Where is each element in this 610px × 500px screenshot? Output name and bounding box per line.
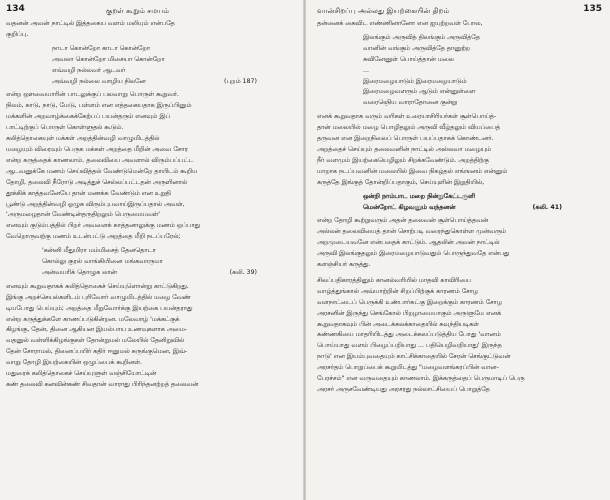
text-line: வதனன் அவன் நாட்டில் இத்தகைய வளம் மலியும் என்பதே xyxy=(6,20,175,27)
text-line: களஞ்சியர் கருத்து. xyxy=(317,261,371,269)
verse-quote xyxy=(317,33,602,109)
paragraph-text xyxy=(6,369,297,391)
paragraph-text xyxy=(317,276,602,396)
text-line: அருவி இலங்குதலும் இரைமழையாடுவதும் பொருந்துவதே என்பது xyxy=(317,250,510,258)
text-line: என்ற கருத்தைக் காணலாம். தலைவியை அவளால் விரும்பப்பட்ட xyxy=(6,156,194,164)
text-line: மாறாக நடப்பவனின் மலையில் இவை நிகழ்தல் எங்ஙனம் என்னும் xyxy=(317,167,508,175)
text-line: தருவன என இறைநிலைப் பொருள் பயப்பதாகக் கொண்டனர். xyxy=(317,135,494,143)
text-line: தான் மலையில் மழை பொழிதலும் அருவி வீழ்தலும் வியப்பைத் xyxy=(317,124,501,132)
left-running-title: குறள் கூறும் சமயம் xyxy=(106,6,170,15)
text-line: தேன் சோராமல், தினைப்பயிர் கதிர் ஈனுமல் சுருங்குமென, இவ்- xyxy=(6,348,188,356)
right-page-number: 135 xyxy=(583,4,602,14)
text-line: அறமுடையவனே என்பதைக் காட்டும். ஆதலின் அவன் நாட்டில் xyxy=(317,239,500,247)
verse-line: ... xyxy=(363,66,370,74)
paragraph xyxy=(317,19,602,30)
left-page-number: 134 xyxy=(6,4,25,14)
paragraph xyxy=(317,112,602,188)
right-page xyxy=(305,0,610,500)
verse-line: ஒன்றி நாம்பாட மறை நின்றுகேட்டருளி xyxy=(363,192,475,200)
text-line: வாழ்த்துங்கால் அவ்யாற்றின் சிறப்பிற்குக் காரணம் சோழ xyxy=(317,287,479,295)
verse-line: நாடா கொன்றோ காடா கொன்றோ xyxy=(52,44,150,52)
verse-citation: (கலி. 41) xyxy=(532,203,562,211)
right-page-body xyxy=(317,19,602,396)
text-line: வதனுல் வள்ளிக்கிழங்குகள் தோன்றுமல் மலேயில் தேனிறுவில் xyxy=(6,337,185,345)
text-line: தூக்கிக் காத்தவனேயே தான் மணக்க வேண்டும் என உறுதி xyxy=(6,189,171,197)
text-line: நீர் வளமும் இயற்கையெழிலும் சிறக்கவேண்டும். அறத்திற்கு xyxy=(317,156,489,164)
left-page-body xyxy=(6,19,297,391)
text-line: அரசனின் இருந்து செங்கோல் பிறழாமையாகும் அருளுமே எனக் xyxy=(317,309,502,317)
verse-line-with-citation xyxy=(363,203,602,214)
text-line: இங்கு அறச்செயல்களிடம் புரிவோர் வாழுமிடத்தில் மழை வேண் xyxy=(6,293,191,301)
paragraph xyxy=(6,19,297,41)
verse-line-with-citation xyxy=(52,77,297,88)
text-line: அல்லன் தலைவியைத் தான் சொற்படி வரைந்துகொள்ள முன்வரும் xyxy=(317,228,506,236)
verse-quote xyxy=(6,246,297,279)
text-line: பொய்யாது வளம் பிழைப்பறியாது ... பதியெழிவறியாது' இருந்த xyxy=(317,342,502,350)
verse-line: கொல்லு குரல் வாங்கியினை மங்கவாருமா xyxy=(42,258,163,266)
text-line: தன்னைக் கைவிட எண்ணினானோ என ஐயுற்றவள் போல, xyxy=(317,20,483,27)
text-line: நாடு' என இயம்புவதையும் காட்சிக்காதையில் சேரன் செங்குட்டுவன் xyxy=(317,353,511,361)
paragraph xyxy=(317,276,602,396)
text-line: எனவும் குடும்பத்தில் பிறர் அவளைக் காத்தனாலுக்கு மணம் ஒப்பாது xyxy=(6,222,201,230)
text-line: அரசர்தம் பொறுப்பைக் கூறுமிடத்து "மழைவளங்கரப்பின் வான- xyxy=(317,364,499,372)
verse-line: அவலா கொன்றோ மிசையா கொன்றோ xyxy=(52,55,165,63)
text-line: கண்ணகியை மாதரியிடத்து அடைக்கலப்படுத்திய போது 'வானம் xyxy=(317,331,501,339)
text-line: என்ற ஔவையாரின் பாடலுக்குப் பலவாறு பொருள் கூறுவர். xyxy=(6,91,179,99)
verse-citation: (புறம் 187) xyxy=(224,77,257,85)
right-running-head xyxy=(317,4,602,19)
text-line: தோழி, தலைவி நீரோடு அடித்துச் செல்லப்பட்டதன் அருளினால் xyxy=(6,178,188,186)
text-line: நிலம், காடு, நாடு, மேடு, பள்ளம் என எத்தகையதாக இருப்பினும் xyxy=(6,102,192,110)
text-line: கண் தலைவி கனவின்கண் சிவதான் வாராது பிரிந்தனற்றத் தலைவன் xyxy=(6,381,199,388)
verse-line: அவ்வழி நல்லை வாழிய நிலனே xyxy=(52,77,146,85)
verse-line: வானின் வங்கும் அருவித்தே தானுற்ற xyxy=(363,44,471,52)
paragraph-text xyxy=(6,19,297,41)
verse-line-with-citation xyxy=(42,268,297,279)
paragraph-text xyxy=(6,134,297,210)
verse-line: இரைமழையாடும் இரைமழையாடும் xyxy=(363,77,467,85)
paragraph-text xyxy=(6,282,297,369)
verse-quote xyxy=(317,192,602,214)
verse-line: அன்வயரிக் தொழுக லான் xyxy=(42,268,117,276)
verse-quote xyxy=(6,44,297,88)
text-line: எனக் கூறுவதாக வரும் வரிகள் உரையாசிரியர்கள் சூள்பொய்த்- xyxy=(317,113,497,121)
text-line: கலித்தொகையுள் மக்கள் அறத்தின்வழி வாழுமிடத்தில் xyxy=(6,135,160,143)
text-line: வளநாட்டைப் பெருக்கி உண்பார்கட்கு இறைக்கும் காரணம் சோழ xyxy=(317,298,502,306)
text-line: என்ற கருத்துக்களே காணப்படுகின்றன. மலேவாழ் 'மக்கட்குக் xyxy=(6,315,180,323)
verse-line: எவ்வழி நல்லவர் ஆடவர் xyxy=(52,66,126,74)
text-line: கூறுவதாகவும் பின் அடைக்கலக்காதையில் சுவுந்தியடிகள் xyxy=(317,320,479,328)
text-line: வேறொருவற்கு மணம் உடன்பட்டு அறத்தை மீறி நடப்பரேல்; xyxy=(6,233,181,241)
paragraph-text xyxy=(317,216,602,271)
paragraph xyxy=(317,216,602,271)
text-line: பேரச்சம்" என வருவதையும் காணலாம். இக்கருத்தைப் பெருமாடிப் பெரு xyxy=(317,375,525,383)
text-line: ஆடவனுக்கே மணம் செய்வித்தல் வேண்டுமென்றே தாயிடம் கூறிய xyxy=(6,167,198,175)
verse-line: மென்றோட் கிழவனும் வந்தனன் xyxy=(363,203,456,211)
text-line: குறிப்பு. xyxy=(6,30,29,38)
text-line: அறத்தைச் செய்யும் தலைவனின் நாட்டில் அல்லவா மழையும் xyxy=(317,145,492,153)
text-line: கருத்தே இங்குத் தோன்றிப்பதாகும், செய்யுளின் இறுதியில், xyxy=(317,178,485,186)
text-line: மக்களின் அறவாழ்க்கைக்கேற்பப் பயன்தரும் எனவும் இப் xyxy=(6,113,171,121)
paragraph-text xyxy=(6,221,297,243)
paragraph-text xyxy=(6,90,297,134)
verse-line: சுவினேனுள் பொய்த்தான் மலை xyxy=(363,55,454,63)
paragraph xyxy=(6,134,297,210)
text-line: 'அருமழைதான் வேண்டின்தருதிறலும் பெருமையவள்' xyxy=(6,211,161,219)
paragraph-text xyxy=(317,19,602,30)
verse-line: இரைமழைவளரும் ஆடும் என்னுள்ளை xyxy=(363,88,476,96)
left-running-head xyxy=(6,4,297,19)
verse-citation: (கலி. 39) xyxy=(229,268,257,276)
text-line: எனவும் கூறுவதாகக் கலித்தொகைச் செய்யுளொன்று காட்டுகிறது. xyxy=(6,282,189,290)
text-line: பாட்டிற்குப் பொருள் கொள்ளுதல் கூடும். xyxy=(6,124,124,132)
text-line: டியபோது பெய்யும்; அறத்தை மீறுவோர்க்கு இயற்கை பயன்தராது xyxy=(6,304,193,312)
paragraph-text xyxy=(6,210,297,221)
paragraph xyxy=(6,221,297,243)
text-line: கிழங்கு, தேன், தினை ஆகியன இயல்பாய உணவுகளாக அமை- xyxy=(6,326,188,334)
text-line: மதுரைக் கலித்தொகைச் செய்யுளுள் வஞ்சியோட்டின் xyxy=(6,370,157,378)
verse-line: வரைஞெிய வாராதோனை குன்று xyxy=(363,99,458,107)
paragraph xyxy=(6,210,297,221)
text-line: அரசர் அருசவேண்டியது அரசரது நல்லாட்சியைப் பொறுத்தே xyxy=(317,386,490,393)
text-line: பூண்டு அறத்தின்வழி ஓழுக விரும்புபவாய்இருப்பதால் அவள், xyxy=(6,200,185,208)
text-line: வாறு தோழி இயற்கையின் ஒழுப்பைக் கூறினள். xyxy=(6,359,142,367)
text-line: என்ற தோழி கூற்றுவரும் அதன் தலைவன் சூள்பொய்த்தவன் xyxy=(317,217,489,225)
paragraph xyxy=(6,90,297,134)
paragraph xyxy=(6,369,297,391)
paragraph-text xyxy=(317,112,602,188)
right-running-title: வான்சிறப்பு அல்லது இயற்கையின் திறம் xyxy=(317,6,450,15)
verse-line: 'கன்னி மீதுமிரா மம்மிசைத் தேனதொடா xyxy=(42,247,156,255)
verse-line: இலங்கும் அருவித் திலங்கும் அருவித்தே xyxy=(363,33,480,41)
text-line: மழையும் விரைவும் பெருக மக்கள் அறத்தை மீறின் அவை சோர xyxy=(6,145,188,153)
text-line: சிலப்பதிகாரத்தினும் கானல்வரியில் மாதவி காவிரியை xyxy=(317,276,471,284)
paragraph xyxy=(6,282,297,369)
